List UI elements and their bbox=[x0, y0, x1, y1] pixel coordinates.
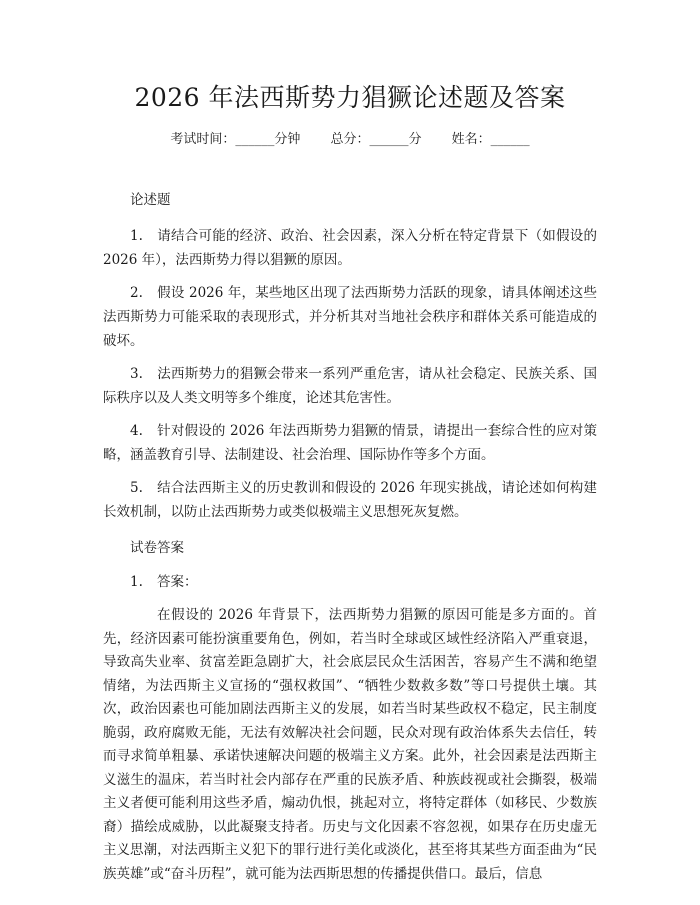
question-number: 2. bbox=[130, 285, 143, 301]
questions-heading: 论述题 bbox=[130, 192, 171, 208]
exam-meta-line bbox=[0, 130, 700, 150]
question-item bbox=[103, 419, 597, 467]
answer-label-line bbox=[103, 570, 597, 594]
answer-label: 答案： bbox=[157, 574, 198, 590]
answers-heading: 试卷答案 bbox=[130, 540, 184, 556]
document-body bbox=[103, 188, 597, 886]
question-number: 1. bbox=[130, 228, 143, 244]
answer-number: 1. bbox=[130, 574, 143, 590]
question-text: 假设 2026 年，某些地区出现了法西斯势力活跃的现象，请具体阐述这些法西斯势力可能采取的表现形式，并分析其对当地社会秩序和群体关系可能造成的破坏。 bbox=[103, 285, 597, 349]
total-score-field: 总分：______分 bbox=[330, 132, 422, 147]
question-number: 3. bbox=[130, 366, 143, 382]
document-title: 2026 年法西斯势力猖獗论述题及答案 bbox=[134, 83, 566, 112]
question-number: 5. bbox=[130, 480, 143, 496]
question-text: 针对假设的 2026 年法西斯势力猖獗的情景，请提出一套综合性的应对策略，涵盖教育引导、法制建设、社会治理、国际协作等多个方面。 bbox=[103, 423, 597, 463]
question-text: 结合法西斯主义的历史教训和假设的 2026 年现实挑战，请论述如何构建长效机制，以防止法西斯势力或类似极端主义思想死灰复燃。 bbox=[103, 480, 597, 520]
question-text: 法西斯势力的猖獗会带来一系列严重危害，请从社会稳定、民族关系、国际秩序以及人类文明等多个维度，论述其危害性。 bbox=[103, 366, 597, 406]
name-field: 姓名：______ bbox=[451, 132, 530, 147]
question-number: 4. bbox=[130, 423, 143, 439]
exam-time-field: 考试时间：______分钟 bbox=[170, 132, 301, 147]
question-item bbox=[103, 476, 597, 524]
answer-text: 在假设的 2026 年背景下，法西斯势力猖獗的原因可能是多方面的。首先，经济因素可能扮演重要角色，例如，若当时全球或区域性经济陷入严重衰退，导致高失业率、贫富差距急剧扩大，社会底层民众生活困苦，容易产生不满和绝望情绪，为法西斯主义宣扬的“强权救国”、“牺牲少数救多数”等口号提供土壤。其次，政治因素也可能加剧法西斯主义的发展，如若当时某些政权不稳定，民主制度脆弱，政府腐败无能，无法有效解决社会问题，民众对现有政治体系失去信任，转而寻求简单粗暴、承诺快速解决问题的极端主义方案。此外，社会因素是法西斯主义滋生的温床，若当时社会内部存在严重的民族矛盾、种族歧视或社会撕裂，极端主义者便可能利用这些矛盾，煽动仇恨，挑起对立，将特定群体（如移民、少数族裔）描绘成威胁，以此凝聚支持者。历史与文化因素不容忽视，如果存在历史虚无主义思潮，对法西斯主义犯下的罪行进行美化或淡化，甚至将其某些方面歪曲为“民族英雄”或“奋斗历程”，就可能为法西斯思想的传播提供借口。最后，信息 bbox=[103, 607, 597, 882]
question-item bbox=[103, 224, 597, 272]
question-item bbox=[103, 281, 597, 353]
question-item bbox=[103, 362, 597, 410]
question-text: 请结合可能的经济、政治、社会因素，深入分析在特定背景下（如假设的 2026 年），法西斯势力得以猖獗的原因。 bbox=[103, 228, 597, 268]
